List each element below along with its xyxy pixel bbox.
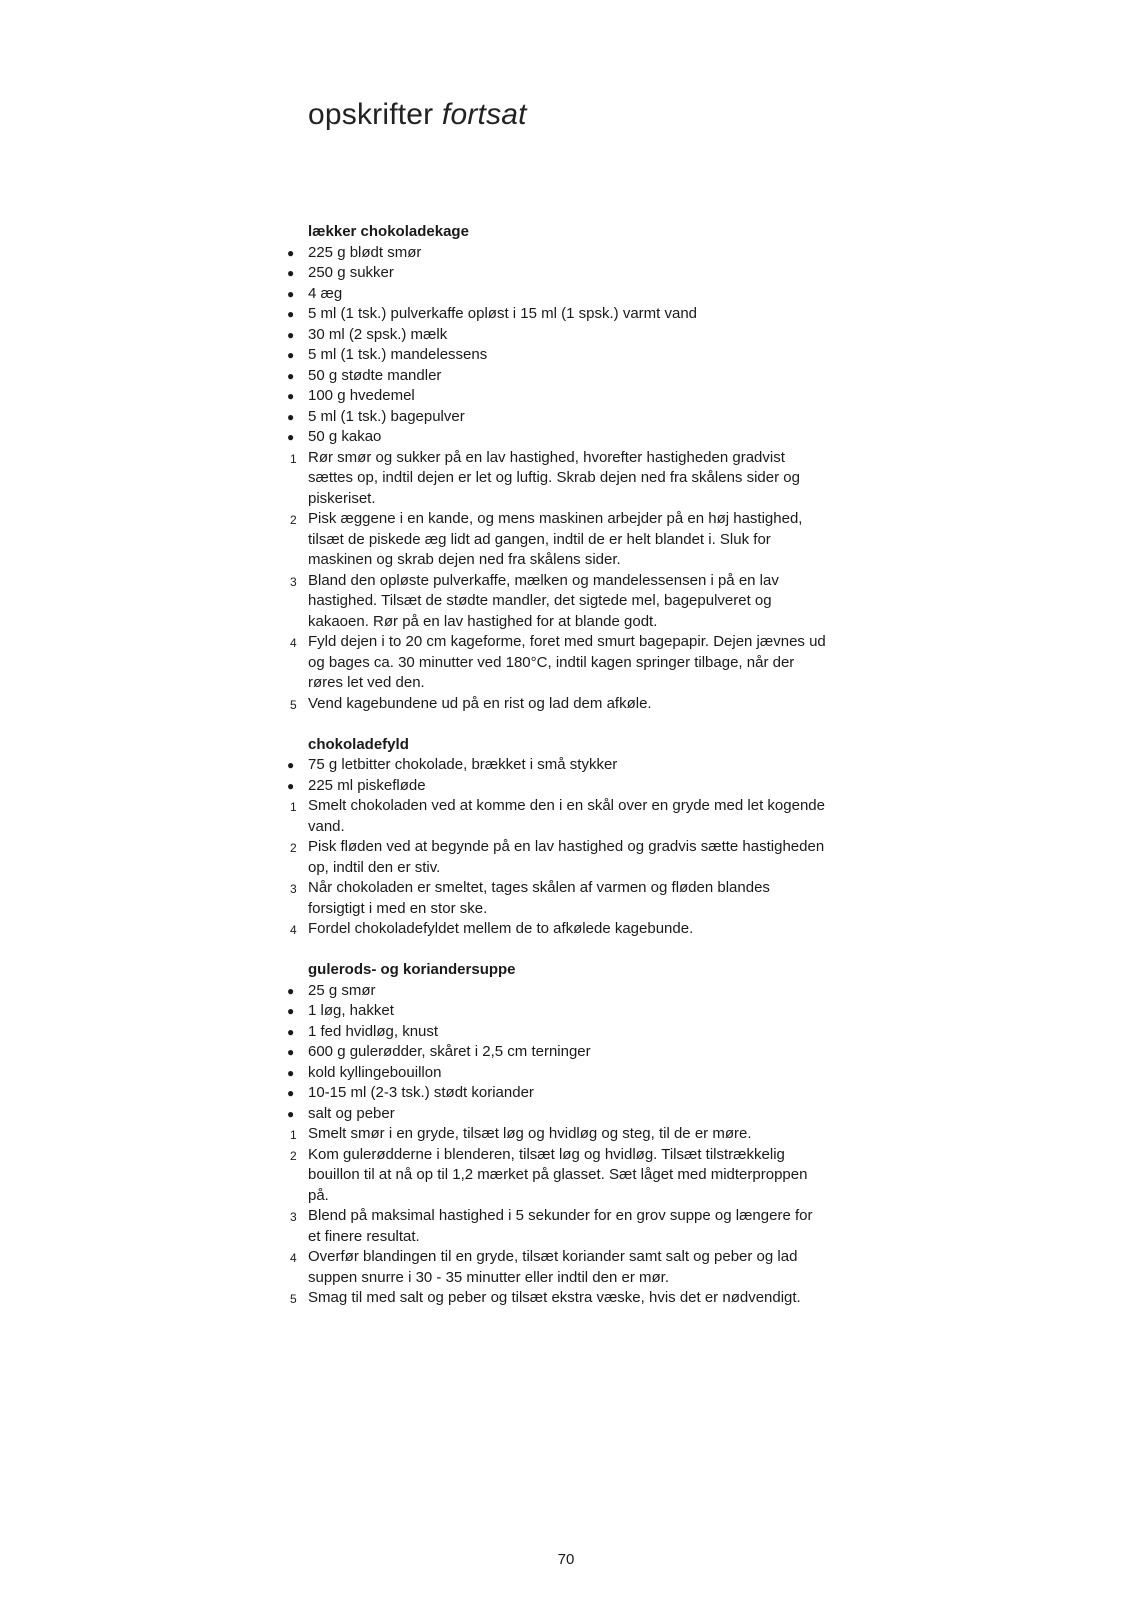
method-step xyxy=(0,1145,828,1207)
step-number: 2 xyxy=(290,1148,297,1163)
ingredient-item xyxy=(0,284,828,305)
ingredient-text: 30 ml (2 spsk.) mælk xyxy=(308,325,448,343)
step-text: Overfør blandingen til en gryde, tilsæt koriander samt salt og peber og lad suppen snurre i 30 - 35 minutter eller indtil den er mør. xyxy=(308,1248,798,1286)
ingredient-item xyxy=(0,243,828,264)
step-number: 5 xyxy=(290,1292,297,1306)
step-number: 4 xyxy=(290,1251,297,1265)
bullet-icon: ● xyxy=(287,245,295,260)
ingredient-item xyxy=(0,427,828,448)
ingredient-text: 50 g kakao xyxy=(308,428,382,445)
step-text: Smelt smør i en gryde, tilsæt løg og hvidløg og steg, til de er møre. xyxy=(308,1125,752,1142)
step-number: 2 xyxy=(290,513,297,527)
ingredient-item xyxy=(0,263,828,284)
ingredient-item xyxy=(0,366,828,387)
step-number: 4 xyxy=(290,923,297,937)
ingredient-text: 5 ml (1 tsk.) bagepulver xyxy=(308,407,465,425)
step-text: Kom gulerødderne i blenderen, tilsæt løg og hvidløg. Tilsæt tilstrækkelig bouillon til at nå op til 1,2 mærket på glasset. Sæt låget med midterproppen på. xyxy=(308,1145,808,1204)
method-step xyxy=(0,448,828,510)
method-step xyxy=(0,1288,828,1309)
bullet-icon: ● xyxy=(287,1045,295,1059)
ingredient-item xyxy=(0,407,828,428)
ingredient-text: 25 g smør xyxy=(308,981,376,999)
ingredient-text: 75 g letbitter chokolade, brækket i små stykker xyxy=(308,756,618,773)
ingredient-text: 600 g gulerødder, skåret i 2,5 cm terninger xyxy=(308,1043,591,1060)
step-text: Fordel chokoladefyldet mellem de to afkølede kagebunde. xyxy=(308,920,694,937)
ingredient-text: 225 ml piskefløde xyxy=(308,776,426,794)
step-number: 3 xyxy=(290,882,297,896)
step-text: Fyld dejen i to 20 cm kageforme, foret med smurt bagepapir. Dejen jævnes ud og bages ca. 30 minutter ved 180°C, indtil kagen springer tilbage, når der røres let ved den. xyxy=(308,633,826,691)
ingredient-text: 10-15 ml (2-3 tsk.) stødt koriander xyxy=(308,1084,534,1101)
step-number: 4 xyxy=(290,636,297,650)
ingredient-text: 250 g sukker xyxy=(308,264,394,281)
ingredient-text: 5 ml (1 tsk.) pulverkaffe opløst i 15 ml (1 spsk.) varmt vand xyxy=(308,305,698,322)
ingredient-text: 100 g hvedemel xyxy=(308,387,415,404)
step-text: Rør smør og sukker på en lav hastighed, hvorefter hastigheden gradvist sættes op, indtil dejen er let og luftig. Skrab dejen ned fra skålens sider og piskeriset. xyxy=(308,448,800,507)
ingredient-item xyxy=(0,304,828,325)
step-text: Smelt chokoladen ved at komme den i en skål over en gryde med let kogende vand. xyxy=(308,797,825,835)
page-title xyxy=(308,98,527,132)
step-number: 1 xyxy=(290,1128,297,1142)
bullet-icon: ● xyxy=(287,286,295,301)
bullet-icon: ● xyxy=(287,266,295,280)
recipe-section xyxy=(0,222,1132,714)
step-number: 2 xyxy=(290,841,297,855)
bullet-icon: ● xyxy=(287,983,295,998)
ingredient-text: kold kyllingebouillon xyxy=(308,1063,442,1081)
method-step xyxy=(0,509,828,571)
ingredient-item xyxy=(0,1042,828,1063)
ingredient-item xyxy=(0,1063,828,1084)
ingredient-item xyxy=(0,1104,828,1125)
ingredient-item xyxy=(0,776,828,797)
bullet-icon: ● xyxy=(287,758,295,772)
method-step xyxy=(0,919,828,940)
bullet-icon: ● xyxy=(287,307,295,321)
ingredient-text: salt og peber xyxy=(308,1104,395,1122)
step-text: Blend på maksimal hastighed i 5 sekunder for en grov suppe og længere for et finere resultat. xyxy=(308,1207,813,1245)
ingredient-item xyxy=(0,325,828,346)
recipe-title: gulerods- og koriandersuppe xyxy=(308,961,516,978)
ingredient-item xyxy=(0,386,828,407)
ingredient-item xyxy=(0,1022,828,1043)
ingredient-text: 1 fed hvidløg, knust xyxy=(308,1022,439,1040)
recipe-title: chokoladefyld xyxy=(308,735,409,753)
method-step xyxy=(0,694,828,715)
step-number: 5 xyxy=(290,697,297,712)
ingredient-text: 225 g blødt smør xyxy=(308,243,422,261)
method-step xyxy=(0,632,828,694)
ingredient-item xyxy=(0,345,828,366)
method-step xyxy=(0,571,828,633)
step-text: Smag til med salt og peber og tilsæt ekstra væske, hvis det er nødvendigt. xyxy=(308,1289,801,1306)
ingredient-text: 1 løg, hakket xyxy=(308,1002,394,1019)
ingredient-item xyxy=(0,1083,828,1104)
bullet-icon: ● xyxy=(287,327,295,342)
page-number: 70 xyxy=(557,1551,575,1568)
title-regular: opskrifter xyxy=(308,98,434,131)
bullet-icon: ● xyxy=(287,1065,295,1080)
method-step xyxy=(0,837,828,878)
step-number: 1 xyxy=(290,800,297,814)
method-step xyxy=(0,1206,828,1247)
ingredient-text: 50 g stødte mandler xyxy=(308,366,442,384)
bullet-icon: ● xyxy=(287,430,295,444)
bullet-icon: ● xyxy=(287,1024,295,1039)
ingredient-text: 5 ml (1 tsk.) mandelessens xyxy=(308,346,488,363)
method-step xyxy=(0,878,828,919)
bullet-icon: ● xyxy=(287,1086,295,1100)
method-step xyxy=(0,796,828,837)
bullet-icon: ● xyxy=(287,348,295,362)
ingredient-item xyxy=(0,981,828,1002)
title-italic: fortsat xyxy=(441,98,527,131)
step-number: 3 xyxy=(290,1210,297,1224)
recipe-title: lækker chokoladekage xyxy=(308,223,469,240)
recipe-list xyxy=(0,222,1132,1329)
method-step xyxy=(0,1124,828,1145)
bullet-icon: ● xyxy=(287,389,295,403)
method-step xyxy=(0,1247,828,1288)
ingredient-item xyxy=(0,755,828,776)
recipe-section xyxy=(0,960,1132,1309)
bullet-icon: ● xyxy=(287,778,295,793)
bullet-icon: ● xyxy=(287,1106,295,1121)
recipe-section xyxy=(0,735,1132,940)
step-number: 3 xyxy=(290,574,297,589)
bullet-icon: ● xyxy=(287,409,295,424)
step-text: Vend kagebundene ud på en rist og lad dem afkøle. xyxy=(308,694,652,712)
step-text: Bland den opløste pulverkaffe, mælken og mandelessensen i på en lav hastighed. Tilsæt de stødte mandler, det sigtede mel, bagepulveret og kakaoen. Rør på en lav hastighed for at blande godt. xyxy=(308,571,779,630)
bullet-icon: ● xyxy=(287,1004,295,1018)
ingredient-text: 4 æg xyxy=(308,284,343,302)
ingredient-item xyxy=(0,1001,828,1022)
step-text: Pisk fløden ved at begynde på en lav hastighed og gradvis sætte hastigheden op, indtil den er stiv. xyxy=(308,838,825,876)
step-number: 1 xyxy=(290,451,297,466)
step-text: Når chokoladen er smeltet, tages skålen af varmen og fløden blandes forsigtigt i med en stor ske. xyxy=(308,879,770,917)
step-text: Pisk æggene i en kande, og mens maskinen arbejder på en høj hastighed, tilsæt de piskede æg lidt ad gangen, indtil de er helt blandet i. Sluk for maskinen og skrab dejen ned fra skålens sider. xyxy=(308,510,803,568)
bullet-icon: ● xyxy=(287,368,295,383)
